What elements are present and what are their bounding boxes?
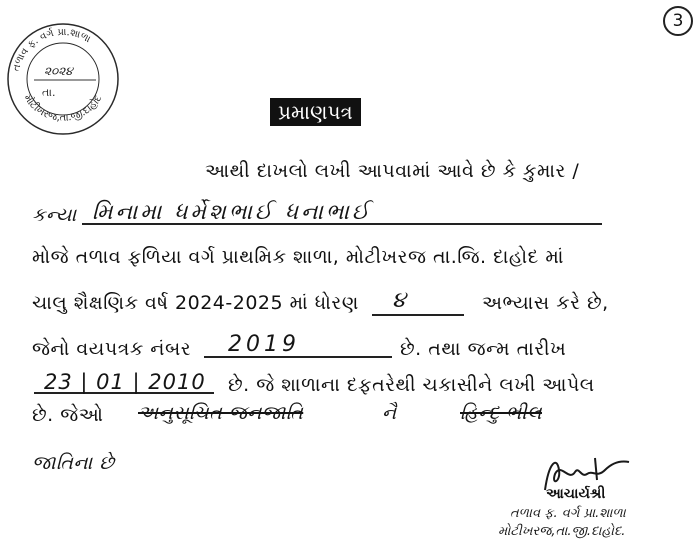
year-text: ચાલુ શૈક્ષણિક વર્ષ 2024-2025 માં ધોરણ [32, 292, 359, 314]
register-label: જેનો વયપત્રક નંબર [32, 338, 192, 360]
principal-place: મોટીખરજ,તા.જી.દાહોદ. [498, 524, 626, 539]
register-number: 2019 [228, 332, 300, 357]
caste-line-prefix: છે. જેઓ [32, 404, 104, 426]
stamp-bottom-text: મોટીખરજ,તા.જી.દાહોદ [21, 92, 105, 124]
gender-label: કન્યા [32, 204, 77, 226]
school-line: મોજે તળાવ ફળિયા વર્ગ પ્રાથમિક શાળા, મોટીખરજ તા.જિ. દાહોદ માં [32, 246, 564, 268]
study-text: અભ્યાસ કરે છે, [482, 292, 609, 314]
page-number: 3 [663, 6, 693, 36]
student-name: મિનામા ધર્મેશભાઈ ધનાભાઈ [92, 200, 372, 225]
records-text: છે. જે શાળાના દફતરેથી ચકાસીને લખી આપેલ [228, 374, 595, 396]
struck-caste-category: અનુસૂચિત જનજાતિ [138, 402, 304, 424]
principal-title: આચાર્યશ્રી [546, 486, 606, 502]
stamp-date-label: તા. [42, 86, 56, 99]
date-of-birth: 23 | 01 | 2010 [44, 370, 206, 394]
religion-mark: નૈ [382, 402, 397, 424]
std-underline [372, 314, 464, 316]
intro-line: આથી દાખલો લખી આપવામાં આવે છે કે કુમાર / [205, 160, 580, 182]
birthdate-label: છે. તથા જન્મ તારીખ [400, 338, 567, 360]
school-stamp [4, 20, 122, 138]
standard-value: ૪ [392, 288, 407, 313]
struck-caste-name: હિન્દુ ભીલ [460, 402, 542, 424]
principal-school: તળાવ ફ. વર્ગ પ્રા.શાળા [510, 506, 626, 521]
svg-text:મોટીખરજ,તા.જી.દાહોદ [21, 92, 104, 124]
page-title: પ્રમાણપત્ર [270, 98, 361, 126]
stamp-outer-text: તળાવ ફ. વર્ગ પ્રા.શાળા [10, 26, 93, 73]
stamp-number: ૨૦૨૪ [44, 64, 73, 78]
caste-line-end: જાતિના છે [32, 452, 115, 474]
